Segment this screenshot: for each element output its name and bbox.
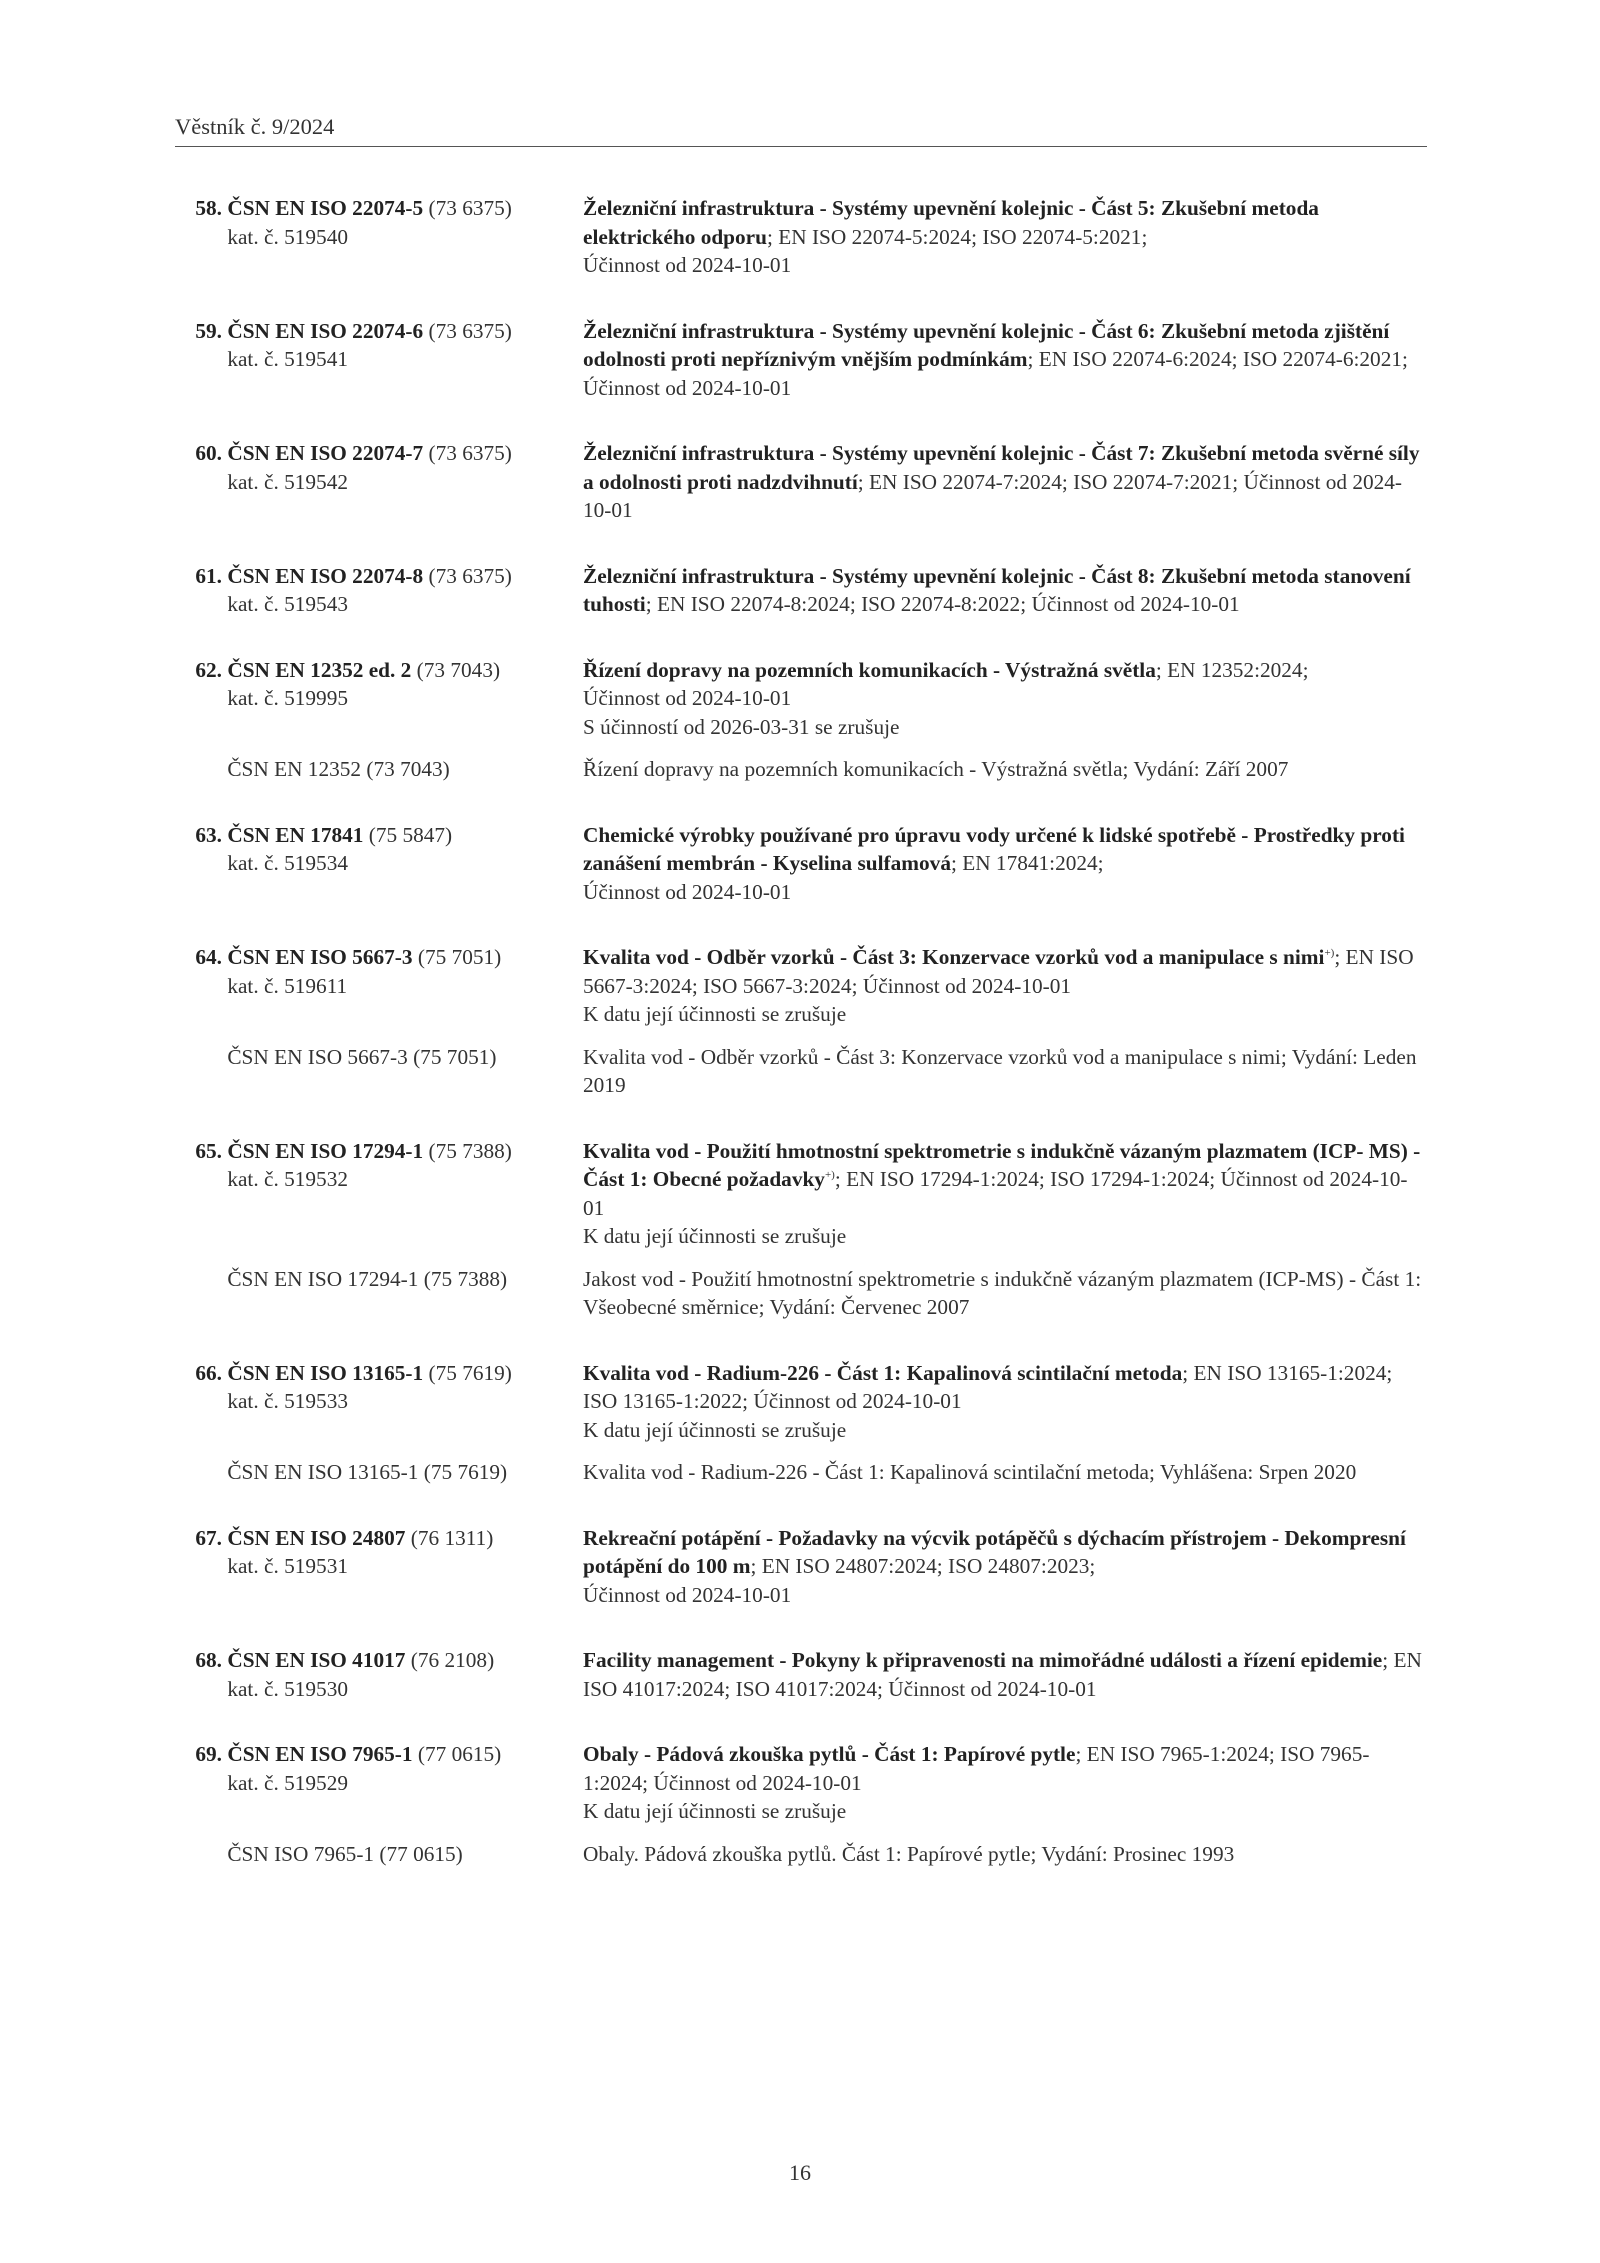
standard-description: [583, 1359, 1427, 1445]
standard-code: ČSN EN ISO 41017: [227, 1648, 406, 1672]
standard-description: [583, 821, 1427, 907]
standard-designation: [175, 1646, 583, 1703]
status-line: Účinnost od 2024-10-01: [583, 253, 792, 277]
standard-title: Železniční infrastruktura - Systémy upevnění kolejnic - Část 7: Zkušební metoda svěrné síly a odolnosti proti nadzdvihnutí: [583, 441, 1420, 494]
status-line: K datu její účinnosti se zrušuje: [583, 1417, 847, 1442]
replaced-standard: [175, 1458, 1427, 1487]
standard-title: Kvalita vod - Odběr vzorků - Část 3: Konzervace vzorků vod a manipulace s nimi: [583, 945, 1325, 969]
classification-code: (77 0615): [417, 1742, 502, 1766]
status-line: S účinností od 2026-03-31 se zrušuje: [583, 714, 900, 739]
standard-references: ; EN 12352:2024;: [1155, 657, 1309, 682]
replaced-standard-description: Řízení dopravy na pozemních komunikacích - Výstražná světla; Vydání: Září 2007: [583, 757, 1289, 781]
entry-number: 59.: [195, 318, 222, 343]
classification-code: (75 7619): [428, 1360, 512, 1385]
standard-designation: [175, 1359, 583, 1445]
catalog-number: kat. č. 519995: [227, 686, 348, 710]
entry-number: 62.: [195, 657, 222, 682]
standard-title: Železniční infrastruktura - Systémy upevnění kolejnic - Část 6: Zkušební metoda zjištění odolnosti proti nepříznivým vnějším podmínkám: [583, 318, 1390, 371]
classification-code: (75 7051): [417, 945, 502, 969]
catalog-number: kat. č. 519533: [227, 1389, 348, 1413]
standard-designation: [175, 1740, 583, 1826]
catalog-number: kat. č. 519534: [227, 851, 348, 875]
standard-code: ČSN EN 12352 ed. 2: [227, 657, 412, 682]
standard-title: Chemické výrobky používané pro úpravu vody určené k lidské spotřebě - Prostředky proti zanášení membrán - Kyselina sulfamová: [583, 822, 1405, 875]
classification-code: (73 6375): [428, 441, 512, 465]
classification-code: (76 1311): [410, 1525, 494, 1550]
classification-code: (75 7388): [428, 1138, 512, 1163]
standard-designation: [175, 1524, 583, 1610]
standard-title: Řízení dopravy na pozemních komunikacích - Výstražná světla: [583, 657, 1156, 682]
page-header: [175, 112, 1427, 147]
standard-description: [583, 1740, 1427, 1826]
catalog-number: kat. č. 519529: [227, 1770, 348, 1795]
standard-description: [583, 1646, 1427, 1703]
standard-designation: [175, 656, 583, 742]
standard-entry: [175, 562, 1427, 619]
status-line: K datu její účinnosti se zrušuje: [583, 1002, 847, 1026]
footnote-mark: +): [824, 1168, 835, 1181]
standard-title: Železniční infrastruktura - Systémy upevnění kolejnic - Část 8: Zkušební metoda stanovení tuhosti: [583, 563, 1411, 616]
entry-number: 65.: [195, 1138, 222, 1163]
standard-code: ČSN EN ISO 5667-3: [227, 945, 413, 969]
standard-code: ČSN EN ISO 22074-7: [227, 441, 424, 465]
standard-references: ; EN ISO 7965-1:2024; ISO 7965-1:2024; Účinnost od 2024-10-01: [583, 1742, 1370, 1795]
catalog-number: kat. č. 519530: [227, 1676, 348, 1701]
standard-description: [583, 1137, 1427, 1251]
standard-code: ČSN EN ISO 24807: [227, 1525, 406, 1550]
catalog-number: kat. č. 519540: [227, 224, 348, 249]
standard-entry: [175, 317, 1427, 403]
classification-code: (73 6375): [428, 196, 512, 220]
replaced-standard-description: Jakost vod - Použití hmotnostní spektrometrie s indukčně vázaným plazmatem (ICP-MS) - Část 1: Všeobecné směrnice; Vydání: Červenec 2007: [583, 1266, 1422, 1319]
catalog-number: kat. č. 519532: [227, 1167, 348, 1191]
standard-designation: [175, 439, 583, 525]
standards-list: [175, 194, 1427, 1905]
status-line: Účinnost od 2024-10-01: [583, 686, 792, 710]
entry-number: 64.: [195, 945, 222, 969]
standard-description: [583, 317, 1427, 403]
standard-description: [583, 439, 1427, 525]
standard-references: ; EN 17841:2024;: [950, 851, 1104, 875]
status-line: K datu její účinnosti se zrušuje: [583, 1224, 847, 1248]
replaced-standard-description: Obaly. Pádová zkouška pytlů. Část 1: Papírové pytle; Vydání: Prosinec 1993: [583, 1841, 1235, 1866]
standard-references: ; EN ISO 22074-7:2024; ISO 22074-7:2021; Účinnost od 2024-10-01: [583, 469, 1403, 522]
standard-code: ČSN EN ISO 7965-1: [227, 1742, 413, 1766]
standard-title: Kvalita vod - Radium-226 - Část 1: Kapalinová scintilační metoda: [583, 1360, 1183, 1385]
entry-number: 61.: [195, 563, 222, 588]
classification-code: (75 5847): [368, 822, 453, 847]
status-line: Účinnost od 2024-10-01: [583, 879, 792, 904]
entry-number: 69.: [195, 1742, 222, 1766]
standard-references: ; EN ISO 22074-5:2024; ISO 22074-5:2021;: [766, 224, 1148, 249]
replaced-standard-code: ČSN EN 12352 (73 7043): [227, 757, 450, 781]
journal-title: Věstník č. 9/2024: [175, 114, 335, 139]
standard-description: [583, 562, 1427, 619]
replaced-standard: [175, 1840, 1427, 1869]
standard-description: [583, 194, 1427, 280]
standard-references: ; EN ISO 17294-1:2024; ISO 17294-1:2024; Účinnost od 2024-10-01: [583, 1167, 1408, 1220]
replaced-standard-code: ČSN EN ISO 5667-3 (75 7051): [227, 1044, 497, 1069]
standard-code: ČSN EN ISO 17294-1: [227, 1138, 424, 1163]
catalog-number: kat. č. 519542: [227, 469, 348, 494]
standard-entry: [175, 821, 1427, 907]
replaced-standard-code: ČSN ISO 7965-1 (77 0615): [227, 1841, 463, 1866]
status-line: K datu její účinnosti se zrušuje: [583, 1799, 847, 1823]
standard-title: Facility management - Pokyny k připravenosti na mimořádné události a řízení epidemie: [583, 1648, 1383, 1672]
entry-number: 66.: [195, 1360, 222, 1385]
standard-references: ; EN ISO 24807:2024; ISO 24807:2023;: [750, 1554, 1096, 1578]
replaced-standard: [175, 755, 1427, 784]
replaced-standard: [175, 1265, 1427, 1322]
catalog-number: kat. č. 519611: [227, 973, 348, 998]
standard-references: ; EN ISO 5667-3:2024; ISO 5667-3:2024; Účinnost od 2024-10-01: [583, 945, 1414, 998]
replaced-standard-code: ČSN EN ISO 13165-1 (75 7619): [227, 1460, 508, 1484]
standard-title: Rekreační potápění - Požadavky na výcvik potápěčů s dýchacím přístrojem - Dekompresní potápění do 100 m: [583, 1525, 1406, 1578]
standard-entry: [175, 439, 1427, 525]
standard-entry: [175, 1524, 1427, 1610]
standard-references: ; EN ISO 22074-6:2024; ISO 22074-6:2021; Účinnost od 2024-10-01: [583, 347, 1408, 400]
standard-code: ČSN EN ISO 22074-8: [227, 563, 424, 588]
replaced-standard: [175, 1043, 1427, 1100]
status-line: Účinnost od 2024-10-01: [583, 1582, 792, 1607]
standard-title: Železniční infrastruktura - Systémy upevnění kolejnic - Část 5: Zkušební metoda elektrického odporu: [583, 196, 1319, 249]
entry-number: 60.: [195, 441, 222, 465]
standard-code: ČSN EN ISO 22074-5: [227, 196, 424, 220]
entry-number: 67.: [195, 1525, 222, 1550]
standard-entry: [175, 194, 1427, 280]
page-number: 16: [789, 2160, 811, 2185]
classification-code: (73 6375): [428, 563, 512, 588]
standard-references: ; EN ISO 41017:2024; ISO 41017:2024; Účinnost od 2024-10-01: [583, 1648, 1422, 1701]
standard-designation: [175, 1137, 583, 1251]
standard-description: [583, 943, 1427, 1029]
standard-description: [583, 1524, 1427, 1610]
standard-entry: [175, 943, 1427, 1100]
standard-code: ČSN EN ISO 13165-1: [227, 1360, 424, 1385]
catalog-number: kat. č. 519543: [227, 592, 348, 616]
replaced-standard-code: ČSN EN ISO 17294-1 (75 7388): [227, 1266, 508, 1291]
standard-designation: [175, 562, 583, 619]
footnote-mark: +): [1324, 946, 1335, 959]
classification-code: (73 6375): [428, 318, 512, 343]
catalog-number: kat. č. 519541: [227, 347, 348, 371]
entry-number: 58.: [195, 196, 222, 220]
standard-title: Obaly - Pádová zkouška pytlů - Část 1: Papírové pytle: [583, 1742, 1076, 1766]
standard-entry: [175, 1740, 1427, 1868]
standard-designation: [175, 821, 583, 907]
replaced-standard-description: Kvalita vod - Radium-226 - Část 1: Kapalinová scintilační metoda; Vyhlášena: Srpen 2020: [583, 1460, 1357, 1484]
standard-code: ČSN EN ISO 22074-6: [227, 318, 424, 343]
standard-references: ; EN ISO 22074-8:2024; ISO 22074-8:2022; Účinnost od 2024-10-01: [645, 592, 1240, 616]
classification-code: (73 7043): [416, 657, 501, 682]
standard-references: ; EN ISO 13165-1:2024; ISO 13165-1:2022; Účinnost od 2024-10-01: [583, 1360, 1393, 1413]
standard-title: Kvalita vod - Použití hmotnostní spektrometrie s indukčně vázaným plazmatem (ICP- MS) - Část 1: Obecné požadavky: [583, 1138, 1421, 1191]
standard-designation: [175, 317, 583, 403]
classification-code: (76 2108): [410, 1648, 495, 1672]
standard-designation: [175, 194, 583, 280]
standard-designation: [175, 943, 583, 1029]
standard-entry: [175, 1359, 1427, 1487]
standard-code: ČSN EN 17841: [227, 822, 364, 847]
standard-entry: [175, 1137, 1427, 1322]
standard-description: [583, 656, 1427, 742]
replaced-standard-description: Kvalita vod - Odběr vzorků - Část 3: Konzervace vzorků vod a manipulace s nimi; Vydání: Leden 2019: [583, 1044, 1417, 1097]
catalog-number: kat. č. 519531: [227, 1554, 348, 1578]
standard-entry: [175, 1646, 1427, 1703]
standard-entry: [175, 656, 1427, 784]
entry-number: 68.: [195, 1648, 222, 1672]
entry-number: 63.: [195, 822, 222, 847]
